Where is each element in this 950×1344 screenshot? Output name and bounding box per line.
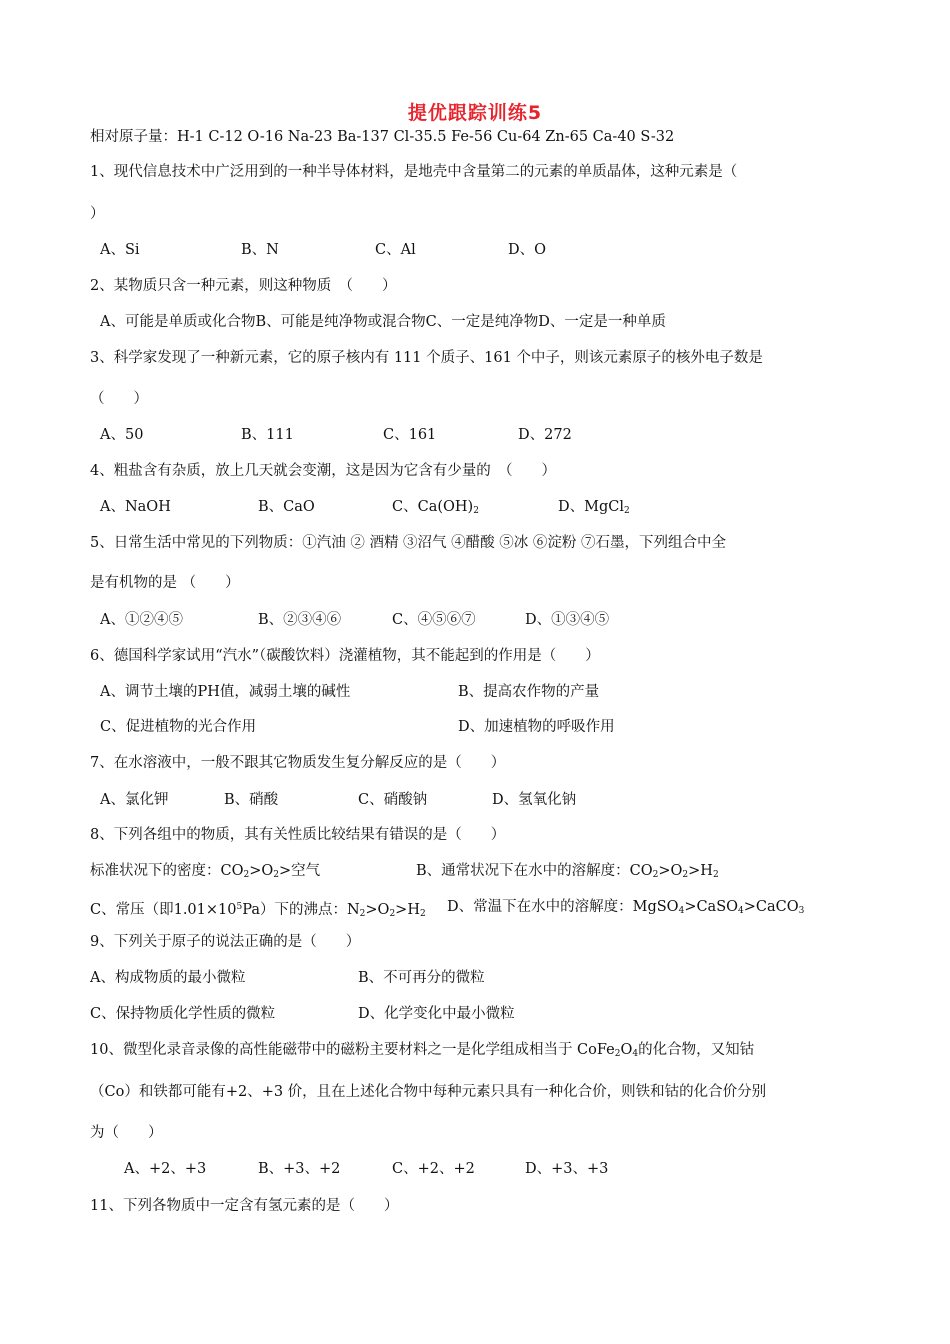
q7-option-b: B、硝酸 — [224, 792, 279, 808]
q8-option-c: C、常压（即$1.01\times 10^5Pa$）下的沸点：$N_2>O_2>H_2$ — [90, 902, 426, 919]
q8-option-b: B、通常状况下在水中的溶解度：$CO_2>O_2>H_2$ — [416, 863, 719, 880]
q3-option-b: B、111 — [241, 427, 294, 443]
q3-stem-line1: 3、科学家发现了一种新元素，它的原子核内有 111 个质子、161 个中子，则该元素原子的核外电子数是 — [90, 350, 763, 366]
q10-option-c: C、+2、+2 — [392, 1161, 475, 1177]
page-title: 提优跟踪训练5 — [407, 102, 543, 124]
q6-option-b: B、提高农作物的产量 — [458, 684, 600, 700]
q4-stem: 4、粗盐含有杂质，放上几天就会变潮，这是因为它含有少量的 （ ） — [90, 463, 556, 479]
q6-option-d: D、加速植物的呼吸作用 — [458, 719, 615, 735]
q7-stem: 7、在水溶液中，一般不跟其它物质发生复分解反应的是（ ） — [90, 755, 506, 771]
q9-option-d: D、化学变化中最小微粒 — [358, 1006, 515, 1022]
q5-stem-line1: 5、日常生活中常见的下列物质：①汽油 ② 酒精 ③沼气 ④醋酸 ⑤冰 ⑥淀粉 ⑦石墨，下列组合中全 — [90, 535, 726, 551]
q10-option-b: B、+3、+2 — [258, 1161, 341, 1177]
q7-option-d: D、氢氧化钠 — [492, 792, 577, 808]
atomic-masses: 相对原子量：H-1 C-12 O-16 Na-23 Ba-137 Cl-35.5 Fe-56 Cu-64 Zn-65 Ca-40 S-32 — [90, 129, 675, 145]
q5-option-d: D、①③④⑤ — [525, 612, 610, 628]
q10-stem-line3: 为（ ） — [90, 1125, 163, 1141]
q4-option-a: A、NaOH — [100, 499, 171, 515]
q7-option-c: C、硝酸钠 — [358, 792, 428, 808]
q9-option-a: A、构成物质的最小微粒 — [90, 970, 246, 986]
q4-option-d: D、MgCl$_2$ — [558, 499, 630, 516]
q9-option-c: C、保持物质化学性质的微粒 — [90, 1006, 276, 1022]
q6-option-a: A、调节土壤的PH值，减弱土壤的碱性 — [100, 684, 351, 700]
q9-option-b: B、不可再分的微粒 — [358, 970, 485, 986]
q11-stem: 11、下列各物质中一定含有氢元素的是（ ） — [90, 1198, 399, 1214]
q5-option-b: B、②③④⑥ — [258, 612, 342, 628]
q1-option-b: B、N — [241, 242, 279, 258]
q6-option-c: C、促进植物的光合作用 — [100, 719, 257, 735]
q10-stem-line2: （Co）和铁都可能有+2、+3 价，且在上述化合物中每种元素只具有一种化合价，则铁和钴的化合价分别 — [90, 1084, 767, 1100]
q10-option-d: D、+3、+3 — [525, 1161, 609, 1177]
q10-stem-line1: 10、微型化录音录像的高性能磁带中的磁粉主要材料之一是化学组成相当于 $CoFe_2O_4$的化合物，又知钴 — [90, 1042, 755, 1059]
q6-stem: 6、德国科学家试用“汽水”（碳酸饮料）浇灌植物，其不能起到的作用是（ ） — [90, 648, 600, 664]
q5-stem-line2: 是有机物的是 （ ） — [90, 575, 240, 591]
q2-options: A、可能是单质或化合物B、可能是纯净物或混合物C、一定是纯净物D、一定是一种单质 — [100, 314, 666, 330]
q10-option-a: A、+2、+3 — [124, 1161, 207, 1177]
q8-option-a: 标准状况下的密度：$CO_2>O_2>$空气 — [90, 863, 321, 880]
q1-option-c: C、Al — [375, 242, 416, 258]
q1-stem-line1: 1、现代信息技术中广泛用到的一种半导体材料，是地壳中含量第二的元素的单质晶体，这种元素是（ — [90, 164, 738, 180]
q7-option-a: A、氯化钾 — [100, 792, 169, 808]
q8-stem: 8、下列各组中的物质，其有关性质比较结果有错误的是（ ） — [90, 827, 506, 843]
q4-option-c: C、$Ca(OH)_2$ — [392, 499, 479, 516]
q3-stem-line2: （ ） — [90, 391, 148, 407]
q9-stem: 9、下列关于原子的说法正确的是（ ） — [90, 934, 361, 950]
q8-option-d: D、常温下在水中的溶解度：MgSO$_4$>CaSO$_4$>CaCO$_3$ — [447, 899, 805, 916]
q5-option-c: C、④⑤⑥⑦ — [392, 612, 476, 628]
q1-option-d: D、O — [508, 242, 547, 258]
q3-option-d: D、272 — [518, 427, 572, 443]
q1-option-a: A、Si — [100, 242, 140, 258]
q2-stem: 2、某物质只含一种元素，则这种物质 （ ） — [90, 278, 397, 294]
q3-option-c: C、161 — [383, 427, 437, 443]
q3-option-a: A、50 — [100, 427, 144, 443]
q1-stem-line2: ） — [90, 206, 105, 222]
q5-option-a: A、①②④⑤ — [100, 612, 183, 628]
q4-option-b: B、CaO — [258, 499, 315, 515]
